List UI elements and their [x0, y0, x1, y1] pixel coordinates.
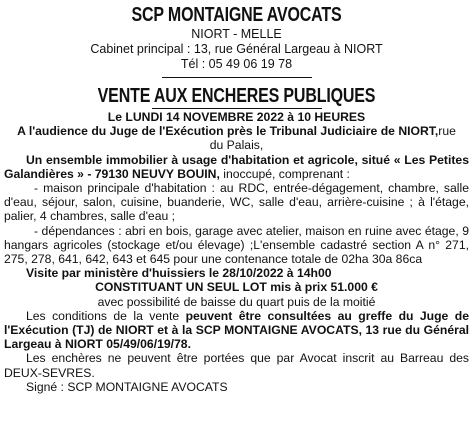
conditions-bold: peuvent être consultées au greffe du Juge de l'Exécution (TJ) de NIORT et à la SCP MONTAIGNE AVOCATS, 13 rue du Général Largeau à NIORT 05/49/06/19/78. — [4, 308, 469, 352]
bids-info: Les enchères ne peuvent être portées que par Avocat inscrit au Barreau des DEUX-SEVRES. — [4, 351, 469, 380]
firm-name: SCP MONTAIGNE AVOCATS — [131, 4, 342, 26]
firm-phone: Tél : 05 49 06 19 78 — [180, 57, 293, 71]
sale-date: Le LUNDI 14 NOVEMBRE 2022 à 10 HEURES — [107, 110, 366, 124]
notice-title: VENTE AUX ENCHERES PUBLIQUES — [97, 85, 376, 107]
signature: Signé : SCP MONTAIGNE AVOCATS — [26, 379, 228, 394]
property-description — [4, 153, 469, 181]
header-divider — [162, 77, 312, 78]
audience-palais: du Palais, — [209, 138, 264, 153]
firm-address: Cabinet principal : 13, rue Général Largeau à NIORT — [90, 42, 383, 56]
title-divider — [152, 108, 322, 109]
property-normal: inoccupé, comprenant : — [219, 166, 350, 181]
audience-line — [4, 124, 469, 138]
conditions-normal: Les conditions de la vente — [26, 308, 186, 323]
audience-bold: A l'audience du Juge de l'Exécution près le Tribunal Judiciaire de NIORT, — [17, 124, 439, 139]
property-item-outbuildings: - dépendances : abri en bois, garage avec atelier, maison en ruine avec étage, 9 hangars agricoles (stockage et/ou élevage) ;L'ensemble cadastré section A n° 271, 275, 278, 641, 642, 643 et 645 pour une contenance totale de 02ha 30a 86ca — [4, 223, 469, 267]
sale-conditions — [4, 309, 469, 352]
property-bold: Un ensemble immobilier à usage d'habitation et agricole, situé « Les Petites Galandières » - 79130 NEUVY BOUIN, — [4, 152, 469, 181]
price-reduction: avec possibilité de baisse du quart puis de la moitié — [97, 294, 376, 309]
property-item-house: - maison principale d'habitation : au RDC, entrée-dégagement, chambre, salle d'eau, séjour, salon, cuisine, buanderie, WC, salle d'eau, arrière-cuisine ; à l'étage, palier, 4 chambres, salle d'eau ; — [4, 181, 469, 224]
lot-price: CONSTITUANT UN SEUL LOT mis à prix 51.000 € — [95, 280, 378, 295]
firm-cities: NIORT - MELLE — [191, 27, 282, 41]
audience-rue: rue — [438, 124, 456, 139]
visit-info: Visite par ministère d'huissiers le 28/10/2022 à 14h00 — [26, 266, 332, 281]
legal-notice — [0, 3, 473, 424]
